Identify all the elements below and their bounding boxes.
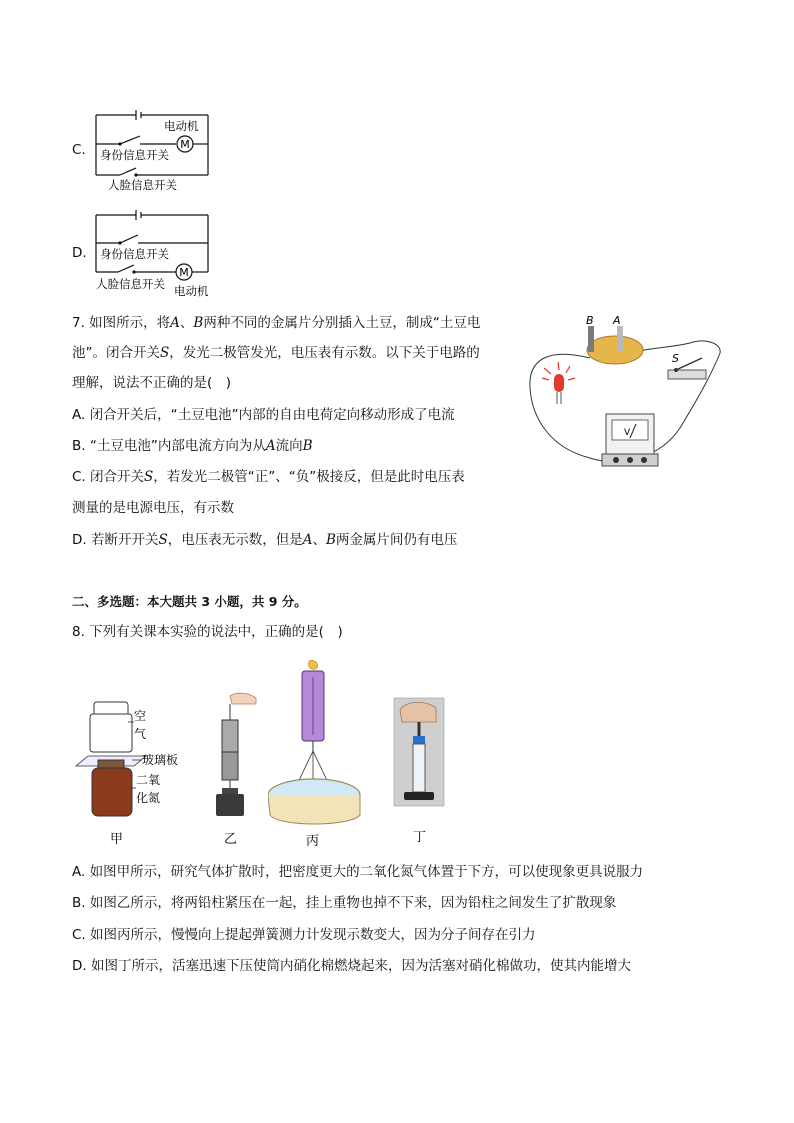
weight-icon (216, 794, 244, 816)
piston-icon (413, 736, 425, 744)
motor-label-c: 电动机 (164, 119, 199, 133)
label-b: B (586, 314, 594, 327)
motor-symbol-d: M (179, 266, 189, 279)
air-label-2: 气 (134, 727, 147, 741)
hand-icon (230, 693, 256, 704)
glass-label: 玻璃板 (142, 753, 179, 767)
q6-option-c-circuit (90, 100, 220, 195)
q7-stem-line2: 池”。闭合开关S，发光二极管发光，电压表有示数。以下关于电路的 (72, 345, 480, 361)
q8-option-c: C. 如图丙所示，慢慢向上提起弹簧测力计发现示数变大，因为分子间存在引力 (72, 927, 536, 943)
caption-bing: 丙 (306, 834, 320, 849)
metal-plate-b-icon (588, 326, 594, 352)
q7-option-c-line2: 测量的是电源电压，有示数 (72, 500, 234, 516)
q7-option-a: A. 闭合开关后，“土豆电池”内部的自由电荷定向移动形成了电流 (72, 407, 455, 423)
face-switch-label-d: 人脸信息开关 (96, 277, 165, 291)
q8-option-a: A. 如图甲所示，研究气体扩散时，把密度更大的二氧化氮气体置于下方，可以使现象更具说服力 (72, 864, 644, 880)
id-switch-label-c: 身份信息开关 (100, 148, 169, 162)
q7-potato-battery-figure (520, 308, 732, 486)
lead-cylinder-top-icon (222, 720, 238, 752)
q8-figure-jia (72, 700, 202, 850)
voltmeter-icon (602, 414, 658, 466)
q8-figure-yi (208, 690, 268, 850)
label-s: S (672, 352, 679, 365)
q7-option-b: B. “土豆电池”内部电流方向为从A流向B (72, 438, 313, 454)
section2-heading: 二、多选题：本大题共 3 小题，共 9 分。 (72, 594, 307, 609)
face-switch-label-c: 人脸信息开关 (108, 178, 177, 192)
motor-symbol-c: M (180, 138, 190, 151)
q7-stem-line3: 理解，说法不正确的是( ) (72, 375, 232, 391)
cylinder-icon (413, 744, 425, 792)
motor-label-d: 电动机 (174, 284, 209, 298)
q8-figure-ding (392, 696, 448, 851)
no2-label-2: 化氮 (136, 791, 161, 805)
q6-option-c-label: C. (72, 142, 86, 158)
potato-icon (587, 336, 643, 364)
q7-stem-line1: 7. 如图所示，将A、B两种不同的金属片分别插入土豆，制成“土豆电 (72, 315, 481, 331)
hand-icon (308, 660, 317, 669)
id-switch-label-d: 身份信息开关 (100, 247, 169, 261)
q8-option-d: D. 如图丁所示，活塞迅速下压使筒内硝化棉燃烧起来，因为活塞对硝化棉做功，使其内能增大 (72, 958, 631, 974)
metal-plate-a-icon (617, 326, 623, 352)
q8-stem: 8. 下列有关课本实验的说法中，正确的是( ) (72, 624, 343, 640)
q6-option-d-circuit (90, 203, 220, 298)
hand-icon (400, 702, 436, 722)
air-label-1: 空 (134, 709, 147, 723)
led-icon (542, 362, 575, 404)
no2-label-1: 二氧 (136, 773, 161, 787)
q7-option-d: D. 若断开开关S，电压表无示数，但是A、B两金属片间仍有电压 (72, 532, 458, 548)
lead-cylinder-bottom-icon (222, 752, 238, 780)
meter-label: V (624, 428, 631, 438)
label-a: A (613, 314, 621, 327)
q8-figure-bing (268, 655, 368, 850)
caption-jia: 甲 (110, 832, 124, 847)
caption-yi: 乙 (224, 832, 238, 847)
q6-option-d-label: D. (72, 245, 87, 261)
q8-option-b: B. 如图乙所示，将两铅柱紧压在一起，挂上重物也掉不下来，因为铅柱之间发生了扩散现象 (72, 895, 617, 911)
q7-option-c: C. 闭合开关S，若发光二极管“正”、“负”极接反，但是此时电压表 (72, 469, 465, 485)
caption-ding: 丁 (413, 830, 427, 845)
